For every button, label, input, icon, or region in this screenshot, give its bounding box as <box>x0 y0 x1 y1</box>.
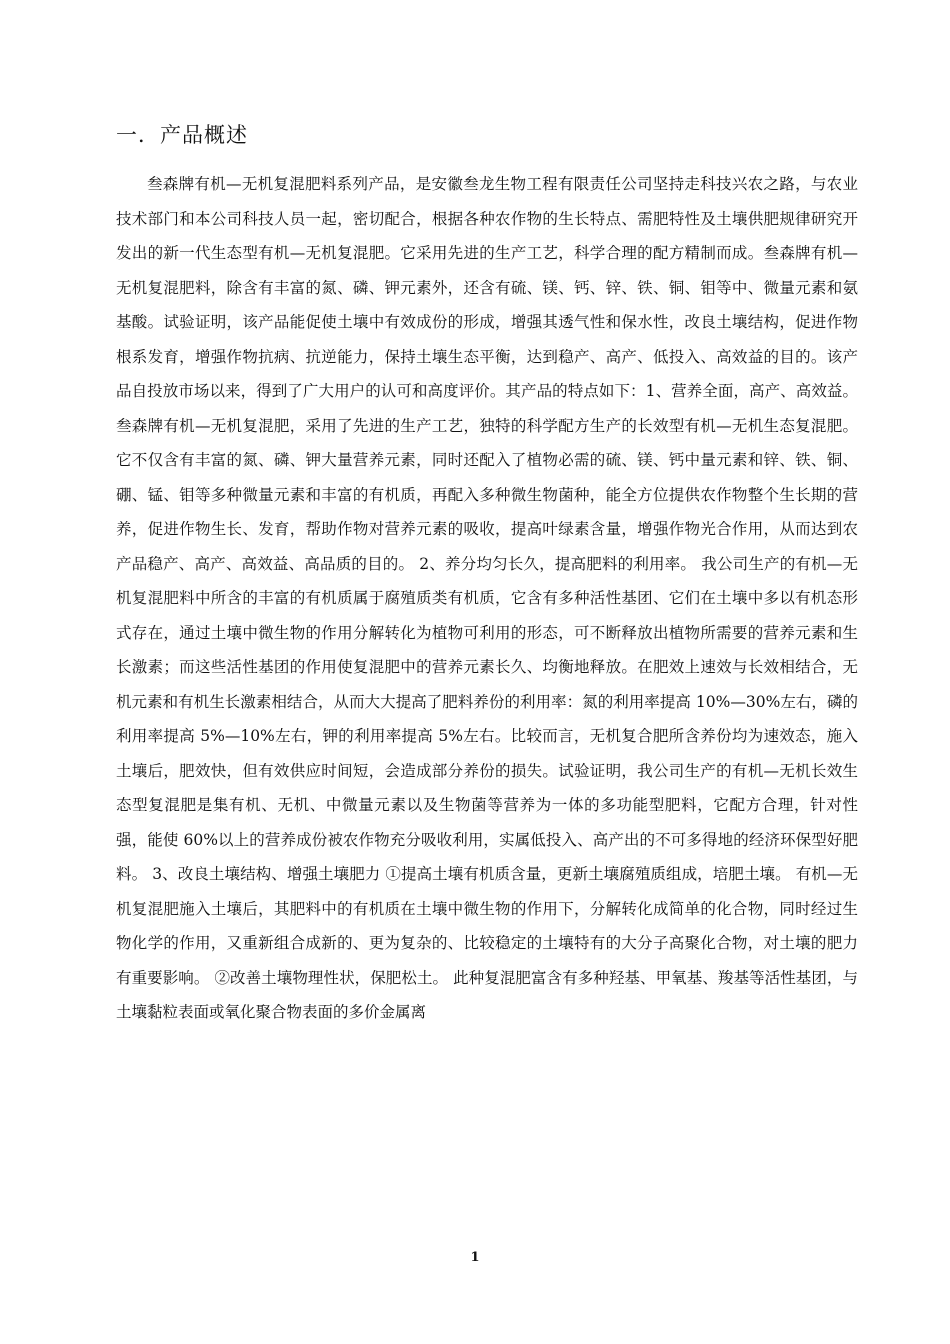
body-paragraph: 叁森牌有机—无机复混肥料系列产品，是安徽叁龙生物工程有限责任公司坚持走科技兴农之路，与农业技术部门和本公司科技人员一起，密切配合，根据各种农作物的生长特点、需肥特性及土壤供肥规律研究开发出的新一代生态型有机—无机复混肥。它采用先进的生产工艺，科学合理的配方精制而成。叁森牌有机—无机复混肥料，除含有丰富的氮、磷、钾元素外，还含有硫、镁、钙、锌、铁、铜、钼等中、微量元素和氨基酸。试验证明，该产品能促使土壤中有效成份的形成，增强其透气性和保水性，改良土壤结构，促进作物根系发育，增强作物抗病、抗逆能力，保持土壤生态平衡，达到稳产、高产、低投入、高效益的目的。该产品自投放市场以来，得到了广大用户的认可和高度评价。其产品的特点如下：1、营养全面，高产、高效益。 叁森牌有机—无机复混肥，采用了先进的生产工艺，独特的科学配方生产的长效型有机—无机生态复混肥。它不仅含有丰富的氮、磷、钾大量营养元素，同时还配入了植物必需的硫、镁、钙中量元素和锌、铁、铜、硼、锰、钼等多种微量元素和丰富的有机质，再配入多种微生物菌种，能全方位提供农作物整个生长期的营养，促进作物生长、发育，帮助作物对营养元素的吸收，提高叶绿素含量，增强作物光合作用，从而达到农产品稳产、高产、高效益、高品质的目的。 2、养分均匀长久，提高肥料的利用率。 我公司生产的有机—无机复混肥料中所含的丰富的有机质属于腐殖质类有机质，它含有多种活性基团、它们在土壤中多以有机态形式存在，通过土壤中微生物的作用分解转化为植物可利用的形态，可不断释放出植物所需要的营养元素和生长激素；而这些活性基团的作用使复混肥中的营养元素长久、均衡地释放。在肥效上速效与长效相结合，无机元素和有机生长激素相结合，从而大大提高了肥料养份的利用率：氮的利用率提高 10%—30%左右，磷的利用率提高 5%—10%左右，钾的利用率提高 5%左右。比较而言，无机复合肥所含养份均为速效态，施入土壤后，肥效快，但有效供应时间短，会造成部分养份的损失。试验证明，我公司生产的有机—无机长效生态型复混肥是集有机、无机、中微量元素以及生物菌等营养为一体的多功能型肥料，它配方合理，针对性强，能使 60%以上的营养成份被农作物充分吸收利用，实属低投入、高产出的不可多得地的经济环保型好肥料。 3、改良土壤结构、增强土壤肥力 ①提高土壤有机质含量，更新土壤腐殖质组成，培肥土壤。 有机—无机复混肥施入土壤后，其肥料中的有机质在土壤中微生物的作用下，分解转化成简单的化合物，同时经过生物化学的作用，又重新组合成新的、更为复杂的、比较稳定的土壤特有的大分子高聚化合物，对土壤的肥力有重要影响。 ②改善土壤物理性状，保肥松土。 此种复混肥富含有多种羟基、甲氧基、羧基等活性基团，与土壤黏粒表面或氧化聚合物表面的多价金属离 <box>116 175 858 1021</box>
page-number: 1 <box>470 1250 480 1265</box>
section-heading: 一．产品概述 <box>116 123 248 147</box>
